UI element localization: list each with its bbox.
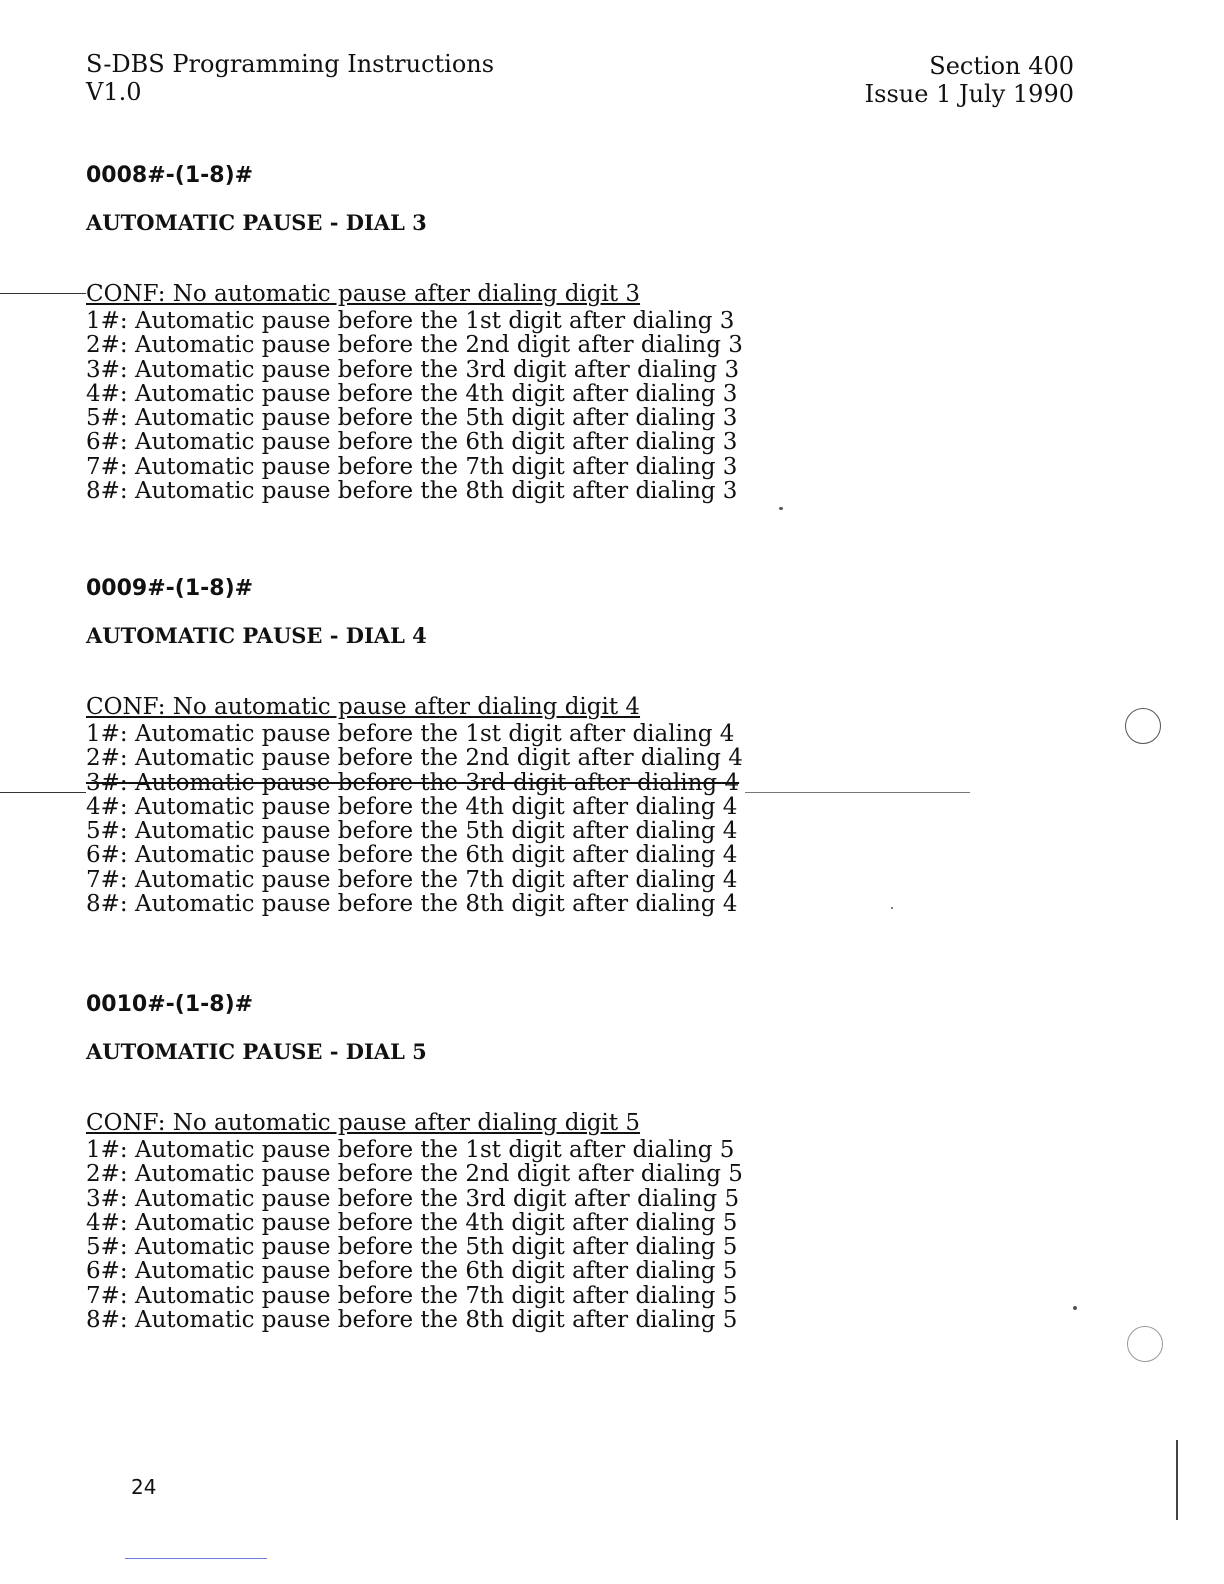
option-line: 8#: Automatic pause before the 8th digit after dialing 5 [86,1307,738,1334]
option-line: 4#: Automatic pause before the 4th digit after dialing 4 [86,793,738,820]
option-list [86,722,846,916]
option-line: 7#: Automatic pause before the 7th digit after dialing 4 [86,866,738,893]
option-list [86,309,846,503]
header-right [865,52,1074,108]
scan-speck [891,907,893,909]
option-line: 1#: Automatic pause before the 1st digit after dialing 3 [86,308,735,334]
option-line: 3#: Automatic pause before the 3rd digit after dialing 3 [86,356,740,383]
section-code: 0008#-(1-8)# [86,163,254,188]
option-line: 8#: Automatic pause before the 8th digit after dialing 4 [86,891,738,918]
option-line: 5#: Automatic pause before the 5th digit after dialing 3 [86,405,738,432]
page-number: 24 [131,1475,157,1499]
option-list [86,1138,846,1332]
option-line: 2#: Automatic pause before the 2nd digit after dialing 5 [86,1161,743,1188]
scan-edge-mark [1176,1440,1178,1520]
option-line: 4#: Automatic pause before the 4th digit after dialing 5 [86,1209,738,1236]
section-code: 0009#-(1-8)# [86,576,254,601]
option-line: 7#: Automatic pause before the 7th digit after dialing 5 [86,1282,738,1309]
section-label: Section 400 [929,52,1074,80]
header-left [86,50,494,106]
scan-rule-right [745,792,970,793]
section-title: AUTOMATIC PAUSE - DIAL 5 [86,1039,427,1064]
section-title: AUTOMATIC PAUSE - DIAL 4 [86,623,427,648]
option-line: 5#: Automatic pause before the 5th digit after dialing 5 [86,1234,738,1261]
section-dial-3 [86,163,846,503]
punch-hole-mark [1125,708,1161,744]
option-line: 1#: Automatic pause before the 1st digit after dialing 4 [86,721,735,747]
document-title: S-DBS Programming Instructions [86,50,495,78]
scan-rule-left [0,792,86,793]
option-line: 5#: Automatic pause before the 5th digit after dialing 4 [86,818,738,845]
option-line: 6#: Automatic pause before the 6th digit after dialing 3 [86,429,738,456]
punch-hole-mark [1127,1326,1163,1362]
section-code: 0010#-(1-8)# [86,992,254,1017]
conf-line: CONF: No automatic pause after dialing digit 4 [86,694,641,720]
option-line: 2#: Automatic pause before the 2nd digit after dialing 3 [86,332,743,359]
option-line-struck: 3#: Automatic pause before the 3rd digit after dialing 4 [86,769,740,796]
scan-speck [779,507,783,510]
scan-speck [1073,1306,1077,1310]
section-title: AUTOMATIC PAUSE - DIAL 3 [86,210,427,235]
option-line: 8#: Automatic pause before the 8th digit after dialing 3 [86,478,738,505]
scan-rule-left [0,293,86,294]
option-line: 6#: Automatic pause before the 6th digit after dialing 5 [86,1258,738,1285]
footer-rule [125,1558,267,1559]
option-line: 7#: Automatic pause before the 7th digit after dialing 3 [86,453,738,480]
section-dial-4 [86,576,846,916]
document-version: V1.0 [86,78,142,106]
option-line: 6#: Automatic pause before the 6th digit after dialing 4 [86,842,738,869]
option-line: 1#: Automatic pause before the 1st digit after dialing 5 [86,1137,735,1163]
option-line: 2#: Automatic pause before the 2nd digit after dialing 4 [86,745,743,772]
option-line: 4#: Automatic pause before the 4th digit after dialing 3 [86,380,738,407]
issue-date: Issue 1 July 1990 [864,80,1074,108]
conf-line: CONF: No automatic pause after dialing digit 3 [86,281,641,307]
section-dial-5 [86,992,846,1332]
option-line: 3#: Automatic pause before the 3rd digit after dialing 5 [86,1185,740,1212]
conf-line: CONF: No automatic pause after dialing digit 5 [86,1110,641,1136]
